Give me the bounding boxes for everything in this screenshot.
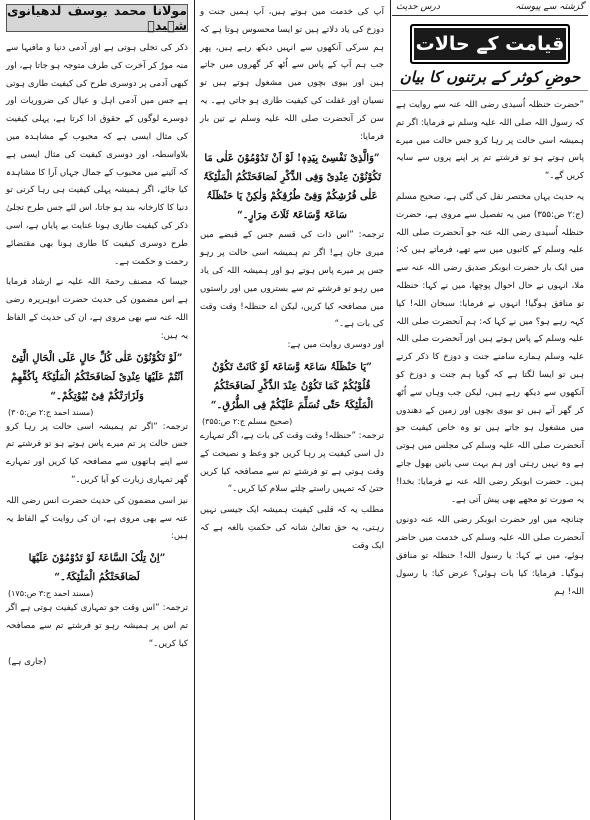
header-right-label: گزشتہ سے پیوستہ — [515, 2, 584, 12]
reference: (مسند احمد ج:۲ ص:۳۰۵) — [8, 407, 94, 417]
arabic-hadith: ”وَالَّذِیْ نَفْسِیْ بِیَدِہٖ! لَوْ اَنْ تَدُوْمُوْنَ عَلٰی مَا تَکُوْنُوْنَ عِنْدِیْ وَفِی الذِّکْرِ لَصَافَحَتْکُمُ الْمَلٰٓئِکَۃُ عَلٰی فُرُشِکُمْ وَفِیْ طُرُقِکُمْ وَلٰکِنْ یَا حَنْظَلَۃُ سَاعَۃً وَّسَاعَۃً ثَلَاثَ مِرَارٍ۔“ — [202, 153, 382, 222]
paragraph: ”حضرت حنظلہ اُسیدی رضی اللہ عنہ سے روایت ہے کہ رسول اللہ صلی اللہ علیہ وسلم نے فرمایا: اگر تم ہمیشہ اسی حالت پر رہا کرو جس حالت میں میرے پاس ہوتے ہو تو فرشتے تم پر اپنے پروں سے سایہ کریں گے۔“ — [396, 100, 584, 182]
section-title: حوضِ کوثر کے برتنوں کا بیان — [392, 68, 588, 91]
column-right — [392, 0, 588, 604]
paragraph: چنانچہ میں اور حضرت ابوبکر رضی اللہ عنہ دونوں آنحضرت صلی اللہ علیہ وسلم کی خدمت میں حاضر ہوئے، میں نے کہا: یا رسول اللہ! حنظلہ تو منافق ہوگیا۔ فرمایا: کیا بات ہوئی؟ عرض کیا: یا رسول اللہ! ہم — [396, 515, 584, 597]
paragraph: ذکر کی تجلی ہوتی ہے اور آدمی دنیا و مافیہا سے منہ موڑ کر آخرت کی طرف متوجہ ہو جاتا ہے، اور کبھی آدمی پر دوسری طرح کی کیفیت طاری ہوتی ہے جس میں آدمی اہل و عیال کی ضروریات اور دوسرے لوگوں کے حقوق ادا کرتا ہے، پہلی کیفیت کی مثال ایسی ہے کہ محبوب کے مشاہدہ میں بلاواسطہ، اور دوسری کیفیت کی مثال ایسی ہے کہ آئینے میں محبوب کے جمال جہاں آرا کا مشاہدہ کیا جائے، اگر ہمیشہ پہلی کیفیت ہی رہا کرتی تو دنیا کا کارخانہ بند ہو جاتا، اس لئے جس طرح تجلیٔ ذکر کی کیفیت طاری ہونا عنایت بے پایاں ہے، اسی طرح دوسری کیفیت کا طاری ہونا بھی مقتضائے رحمت و حکمت ہے۔ — [6, 43, 188, 267]
continued-label: (جاری ہے) — [8, 656, 47, 667]
column-divider — [390, 0, 391, 820]
column-left — [2, 0, 192, 667]
paragraph: جیسا کہ مصنف رحمۃ اللہ علیہ نے ارشاد فرمایا ہے اس مضمون کی حدیث حضرت ابوہریرہ رضی اللہ عنہ سے بھی مروی ہے، ان کی حدیث کے الفاظ یہ ہیں: — [6, 277, 188, 341]
header-left-label: درس حدیث — [396, 2, 440, 12]
translation: ترجمہ: ”اگر تم ہمیشہ اسی حالت پر رہا کرو جس حالت پر تم میرے پاس ہوتے ہو تو فرشتے تم سے اپنے ہاتھوں سے مصافحہ کیا کریں اور تمہارے گھر تمہاری زیارت کو آیا کریں۔“ — [6, 421, 188, 485]
translation: ترجمہ: ”اس وقت جو تمہاری کیفیت ہوتی ہے اگر تم اس پر ہمیشہ رہو تو فرشتے تم سے مصافحہ کیا کریں۔“ — [6, 603, 188, 649]
column-header — [392, 0, 588, 16]
arabic-hadith: ”لَوْ تَکُوْنُوْنَ عَلٰی کُلِّ حَالٍ عَلَی الْحَالِ الَّتِیْ اَنْتُمْ عَلَیْھَا عِنْدِیْ لَصَافَحَتْکُمُ الْمَلٰٓئِکَۃُ بِاَکُفِّھِمْ وَلَزَارَتْکُمْ فِیْ بُیُوْتِکُمْ۔“ — [10, 352, 184, 402]
column-middle — [196, 0, 388, 559]
paragraph: مطلب یہ کہ قلبی کیفیت ہمیشہ ایک جیسی نہیں رہتی، یہ حق تعالیٰ شانہ کی حکمتِ بالغہ ہے کہ ایک وقت — [200, 505, 384, 551]
reference: (مسند احمد ج:۳ ص:۱۷۵) — [8, 589, 94, 599]
paragraph: اور دوسری روایت میں ہے: — [287, 340, 384, 351]
paragraph: یہ حدیث یہاں مختصر نقل کی گئی ہے، صحیح مسلم (ج:۲ ص:۳۵۵) میں یہ تفصیل سے مروی ہے، حضرت حنظلہ اُسیدی رضی اللہ عنہ جو آنحضرت صلی اللہ علیہ وسلم کے کاتبوں میں سے تھے، فرماتے ہیں کہ: میں ایک بار حضرت ابوبکر صدیق رضی اللہ عنہ سے ملا، انہوں نے حال احوال پوچھا، میں نے کہا: حنظلہ تو منافق ہوگیا! انہوں نے فرمایا: سبحان اللہ! کیا کہہ رہے ہو؟ میں نے کہا کہ: ہم آنحضرت صلی اللہ علیہ وسلم کے پاس ہوتے ہیں اور آنحضرت صلی اللہ علیہ وسلم ہمارے سامنے جنت و دوزخ کا ذکر کرتے ہیں تو ایسا لگتا ہے کہ گویا ہم جنت و دوزخ کو آنکھوں سے دیکھ رہے ہیں، لیکن جب وہاں سے اُٹھ کر گھر آتے ہیں تو بیوی بچوں اور زمین کے دھندوں میں مشغول ہو جاتے ہیں تو وہ خاص کیفیت جو آنحضرت صلی اللہ علیہ وسلم کی مجلس میں ہوتی ہے وہ نہیں رہتی اور ہم بہت سی باتیں بھول جاتے ہیں۔ حضرت ابوبکر رضی اللہ عنہ نے فرمایا: بخدا! یہ صورت تو مجھے بھی پیش آتی ہے۔ — [396, 191, 584, 505]
column-divider — [194, 0, 195, 820]
arabic-hadith: ”اِنْ تِلْکَ السَّاعَۃَ لَوْ تَدُوْمُوْنَ عَلَیْھَا لَصَافَحَتْکُمُ الْمَلٰٓئِکَۃُ۔“ — [28, 553, 166, 584]
arabic-hadith: ”یَا حَنْظَلَۃُ سَاعَۃً وَّسَاعَۃً لَوْ کَانَتْ تَکُوْنُ قُلُوْبُکُمْ کَمَا تَکُوْنُ عِنْدَ الذِّکْرِ لَصَافَحَتْکُمُ الْمَلٰٓئِکَۃُ حَتّٰی تُسَلِّمَ عَلَیْکُمْ فِی الطُّرُقِ۔“ — [210, 361, 374, 411]
paragraph: آپ کی خدمت میں ہوتے ہیں، آپ ہمیں جنت و دوزخ کی یاد دلاتے ہیں تو ایسا محسوس ہوتا ہے کہ ہم سرکی آنکھوں سے انہیں دیکھ رہے ہیں، پھر جب ہم آپ کے پاس سے اُٹھ کر گھروں میں جاتے ہیں اور بیوی بچوں میں مشغول ہوتے ہیں تو نسیان اور غفلت کی کیفیت طاری ہو جاتی ہے۔ یہ سن کر آنحضرت صلی اللہ علیہ وسلم نے تین بار فرمایا: — [200, 7, 384, 142]
reference: (صحیح مسلم ج:۲ ص:۳۵۵) — [202, 416, 293, 426]
author-name: مولانا محمد یوسف لدھیانوی شہیدؒ — [7, 3, 187, 33]
banner-title: قیامت کے حالات — [410, 24, 570, 64]
translation: ترجمہ: ”اس ذات کی قسم جس کے قبضے میں میری جان ہے! اگر تم ہمیشہ اسی حالت پر رہو جس پر میرے پاس ہوتے ہو اور ہمیشہ اللہ کی یاد میں رہو تو فرشتے تم سے بستروں میں اور راستوں میں مصافحہ کیا کریں، لیکن اے حنظلہ! وقت وقت کی بات ہے۔“ — [200, 230, 384, 330]
paragraph: نیز اسی مضمون کی حدیث حضرت انس رضی اللہ عنہ سے بھی مروی ہے، ان کی روایت کے الفاظ یہ ہیں: — [6, 495, 188, 542]
translation: ترجمہ: ”حنظلہ! وقت وقت کی بات ہے، اگر تمہارے دل اسی کیفیت پر رہا کریں جو وعظ و نصیحت کے وقت ہوتی ہے تو فرشتے تم سے مصافحہ کیا کریں حتیٰ کہ تمہیں راستے چلتے سلام کیا کریں۔“ — [200, 430, 384, 495]
